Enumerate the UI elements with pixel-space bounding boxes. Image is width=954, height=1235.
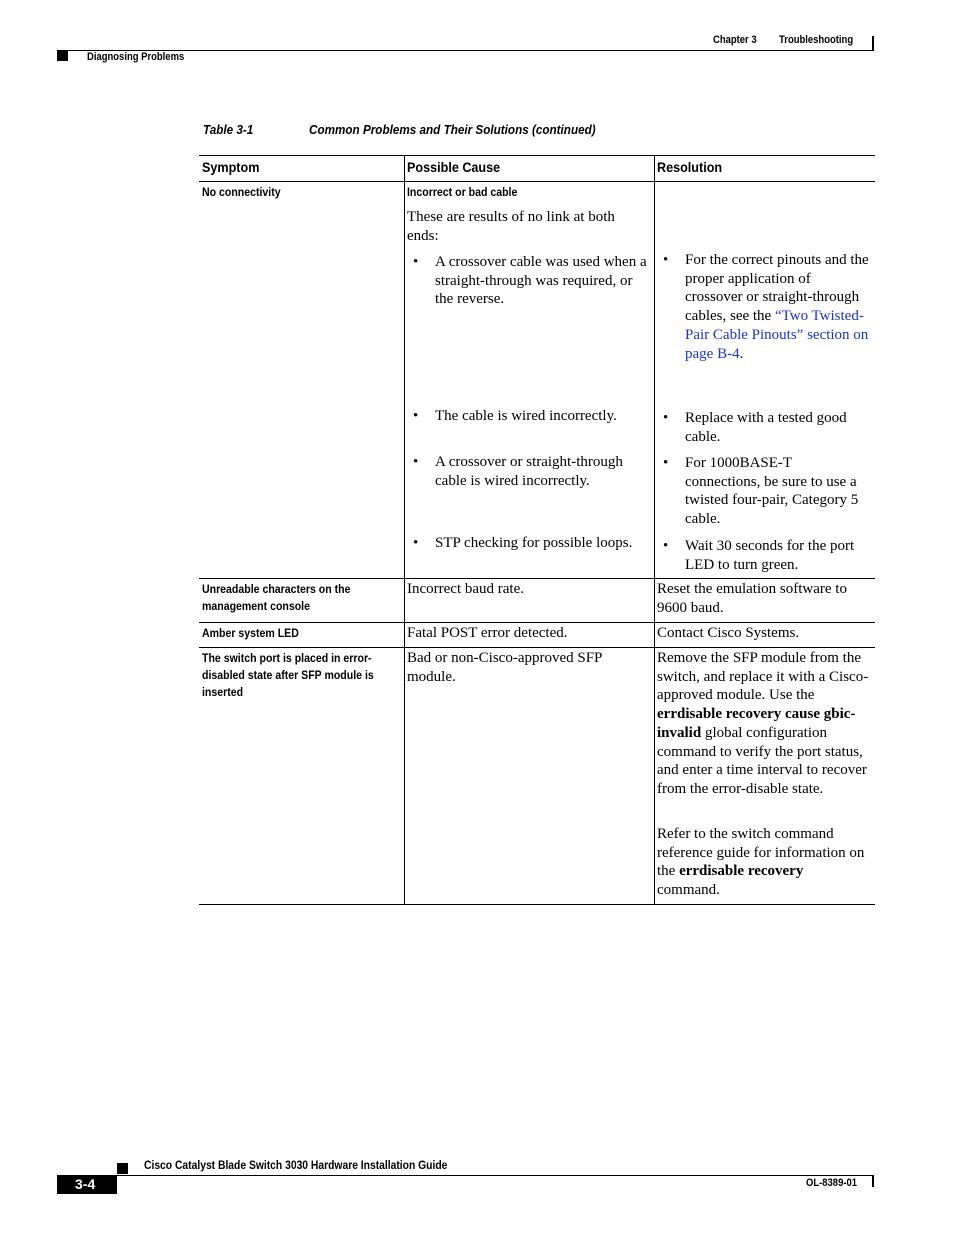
table-top-rule (199, 155, 875, 156)
cause-item: A crossover or straight-through cable is wired incorrectly. (435, 454, 623, 489)
column-header-cause: Possible Cause (407, 159, 501, 175)
resolution-cell: Contact Cisco Systems. (657, 625, 800, 641)
header-bar (872, 36, 874, 50)
symptom-cell: Unreadable characters on the management console (202, 582, 351, 613)
cause-item: The cable is wired incorrectly. (435, 408, 617, 424)
cause-cell: Bad or non-Cisco-approved SFP module. (407, 650, 602, 685)
page-number: 3-4 (57, 1175, 117, 1194)
cause-cell: Incorrect baud rate. (407, 581, 525, 597)
command-text: errdisable recovery cause gbic-invalid (657, 706, 856, 741)
symptom-cell: The switch port is placed in error-disabled state after SFP module is inserted (202, 651, 374, 699)
table-bottom-rule (199, 904, 875, 905)
bullet: • (413, 408, 419, 424)
footer-rule (57, 1175, 874, 1176)
table-caption-number: Table 3-1 (203, 122, 254, 137)
bullet: • (663, 252, 669, 268)
table-column-divider (404, 155, 405, 905)
resolution-note: Refer to the switch command reference guide for information on the errdisable recovery command. (657, 826, 865, 899)
symptom-cell: No connectivity (202, 185, 281, 199)
bullet: • (413, 254, 419, 270)
cause-intro: These are results of no link at both ends: (407, 209, 615, 244)
footer-guide-title: Cisco Catalyst Blade Switch 3030 Hardware Installation Guide (144, 1158, 448, 1172)
footer-doc-number: OL-8389-01 (806, 1177, 858, 1189)
table-row-rule (199, 647, 875, 648)
footer-marker (117, 1163, 128, 1174)
cause-item: A crossover cable was used when a straight-through was required, or the reverse. (435, 254, 647, 308)
cause-item: STP checking for possible loops. (435, 535, 633, 551)
header-marker (57, 50, 68, 61)
bullet: • (663, 410, 669, 426)
header-chapter-title: Troubleshooting (779, 34, 854, 46)
resolution-cell: Remove the SFP module from the switch, and replace it with a Cisco-approved module. Use the errdisable recovery cause gbic-invalid global configuration command to verify the port status, and enter a time interval to recover from the error-disable state. (657, 650, 869, 797)
table-column-divider (654, 155, 655, 905)
symptom-cell: Amber system LED (202, 626, 299, 640)
column-header-resolution: Resolution (657, 159, 723, 175)
command-text: errdisable recovery (679, 863, 804, 880)
resolution-item: For 1000BASE-T connections, be sure to use a twisted four-pair, Category 5 cable. (685, 455, 859, 528)
table-caption-title: Common Problems and Their Solutions (continued) (309, 122, 596, 137)
table-row-rule (199, 622, 875, 623)
footer-bar (872, 1175, 874, 1187)
table-header-rule (199, 181, 875, 182)
bullet: • (413, 535, 419, 551)
cause-cell: Fatal POST error detected. (407, 625, 568, 641)
header-chapter: Chapter 3 (713, 34, 757, 46)
bullet: • (663, 455, 669, 471)
resolution-item: Replace with a tested good cable. (685, 410, 847, 445)
resolution-item: Wait 30 seconds for the port LED to turn green. (685, 538, 855, 573)
cause-heading: Incorrect or bad cable (407, 185, 518, 199)
cable-pinouts-link[interactable]: “Two Twisted-Pair Cable Pinouts” section on page B-4 (685, 308, 869, 362)
header-section: Diagnosing Problems (87, 51, 185, 63)
bullet: • (413, 454, 419, 470)
resolution-cell: Reset the emulation software to 9600 baud. (657, 581, 847, 616)
bullet: • (663, 538, 669, 554)
table-row-rule (199, 578, 875, 579)
column-header-symptom: Symptom (202, 159, 260, 175)
resolution-item: For the correct pinouts and the proper application of crossover or straight-through cables, see the “Two Twisted-Pair Cable Pinouts” section on page B-4. (685, 252, 869, 362)
